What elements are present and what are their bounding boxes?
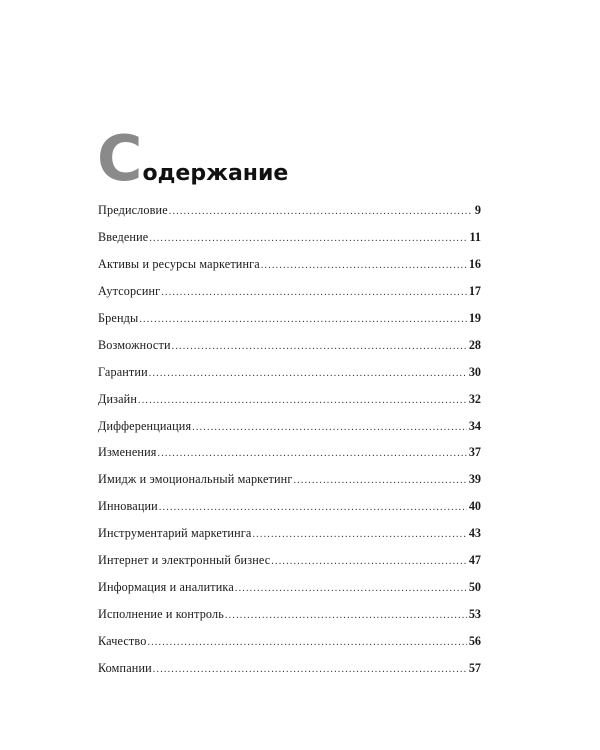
toc-entry-page: 53 bbox=[468, 607, 481, 622]
toc-entry[interactable] bbox=[98, 204, 481, 231]
toc-entry-title: Активы и ресурсы маркетинга bbox=[98, 256, 260, 271]
toc-dot-leader bbox=[139, 315, 466, 325]
toc-entry-title: Информация и аналитика bbox=[98, 580, 234, 595]
toc-entry-page: 28 bbox=[468, 337, 481, 352]
toc-dot-leader bbox=[252, 530, 466, 540]
toc-dot-leader bbox=[161, 288, 467, 298]
toc-entry-title: Исполнение и контроль bbox=[98, 607, 224, 622]
toc-entry[interactable] bbox=[98, 635, 481, 662]
toc-entry[interactable] bbox=[98, 339, 481, 366]
title-drop-cap: С bbox=[97, 122, 143, 195]
toc-entry-page: 19 bbox=[468, 310, 481, 325]
toc-entry[interactable] bbox=[98, 231, 481, 258]
toc-dot-leader bbox=[149, 369, 467, 379]
toc-entry[interactable] bbox=[98, 258, 481, 285]
toc-entry-title: Дифференциация bbox=[98, 418, 192, 433]
toc-dot-leader bbox=[138, 396, 467, 406]
toc-entry[interactable] bbox=[98, 393, 481, 420]
toc-dot-leader bbox=[149, 234, 467, 244]
toc-entry-title: Изменения bbox=[98, 445, 157, 460]
toc-entry-page: 9 bbox=[474, 203, 481, 217]
toc-entry-page: 47 bbox=[468, 553, 481, 568]
toc-entry[interactable] bbox=[98, 581, 481, 608]
toc-entry-page: 34 bbox=[468, 418, 481, 433]
toc-entry[interactable] bbox=[98, 473, 481, 500]
toc-entry[interactable] bbox=[98, 554, 481, 581]
toc-entry[interactable] bbox=[98, 312, 481, 339]
toc-dot-leader bbox=[192, 423, 467, 433]
toc-entry-title: Инструментарий маркетинга bbox=[98, 526, 252, 541]
toc-entry-title: Дизайн bbox=[98, 391, 138, 406]
toc-dot-leader bbox=[159, 503, 467, 513]
toc-entry[interactable] bbox=[98, 608, 481, 635]
toc-entry-page: 39 bbox=[468, 472, 481, 487]
toc-entry-page: 57 bbox=[468, 660, 481, 675]
toc-entry[interactable] bbox=[98, 662, 481, 689]
toc-entry-page: 30 bbox=[468, 364, 481, 379]
toc-entry-page: 16 bbox=[468, 256, 481, 271]
toc-entry-title: Бренды bbox=[98, 310, 139, 325]
toc-entry[interactable] bbox=[98, 500, 481, 527]
toc-entry-title: Инновации bbox=[98, 499, 158, 514]
toc-dot-leader bbox=[169, 207, 473, 217]
toc-entry[interactable] bbox=[98, 366, 481, 393]
toc-dot-leader bbox=[153, 665, 467, 675]
toc-entry-page: 50 bbox=[468, 580, 481, 595]
toc-entry-page: 43 bbox=[468, 526, 481, 541]
toc-entry-title: Введение bbox=[98, 229, 149, 244]
toc-entry-title: Аутсорсинг bbox=[98, 283, 161, 298]
toc-dot-leader bbox=[225, 611, 467, 621]
toc-entry-page: 37 bbox=[468, 445, 481, 460]
toc-dot-leader bbox=[261, 261, 467, 271]
toc-entry-page: 17 bbox=[468, 283, 481, 298]
title-text: одержание bbox=[142, 161, 289, 186]
table-of-contents bbox=[98, 204, 481, 689]
toc-dot-leader bbox=[271, 557, 467, 567]
toc-dot-leader bbox=[147, 638, 466, 648]
toc-entry-title: Предисловие bbox=[98, 203, 168, 217]
toc-entry[interactable] bbox=[98, 420, 481, 447]
toc-entry-page: 11 bbox=[469, 229, 481, 244]
toc-entry[interactable] bbox=[98, 285, 481, 312]
toc-entry-title: Возможности bbox=[98, 337, 171, 352]
toc-entry-title: Компании bbox=[98, 660, 152, 675]
toc-entry-title: Интернет и электронный бизнес bbox=[98, 553, 271, 568]
toc-dot-leader bbox=[235, 584, 467, 594]
toc-entry-page: 32 bbox=[468, 391, 481, 406]
toc-entry-title: Качество bbox=[98, 634, 147, 648]
toc-entry[interactable] bbox=[98, 527, 481, 554]
toc-entry-title: Гарантии bbox=[98, 364, 148, 379]
toc-entry-page: 56 bbox=[468, 634, 481, 648]
toc-entry[interactable] bbox=[98, 446, 481, 473]
toc-entry-page: 40 bbox=[468, 499, 481, 514]
toc-entry-title: Имидж и эмоциональный маркетинг bbox=[98, 472, 293, 487]
toc-dot-leader bbox=[172, 342, 467, 352]
toc-dot-leader bbox=[293, 476, 466, 486]
toc-dot-leader bbox=[158, 449, 467, 459]
page-title bbox=[97, 122, 289, 195]
